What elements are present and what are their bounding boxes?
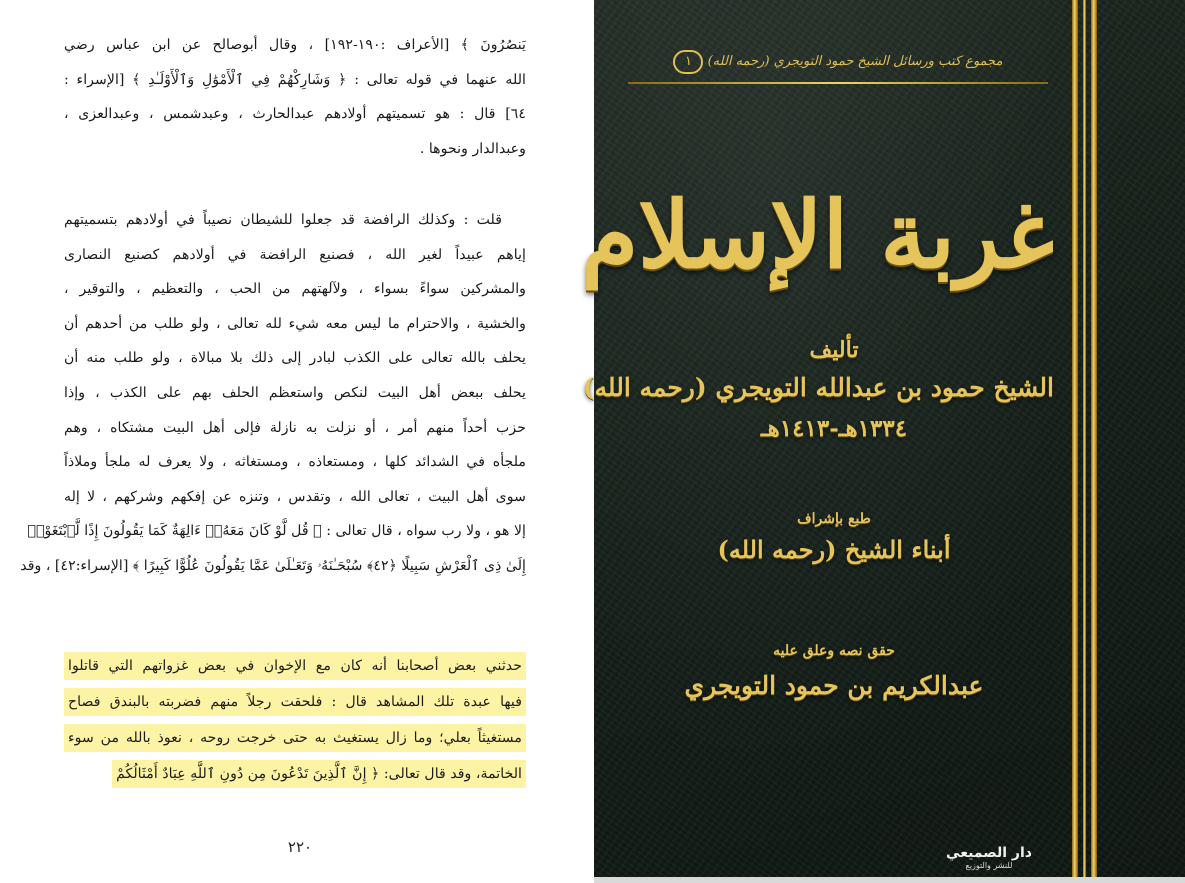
printed-under-name: أبناء الشيخ (رحمه الله) — [717, 535, 951, 564]
text-line: وعبدالدار ونحوها . — [419, 140, 526, 157]
highlighted-line — [64, 756, 526, 792]
book-cover — [581, 0, 1185, 883]
highlight-mark: فيها عبدة تلك المشاهد قال : فلحقت رجلاً منهم فضربته بالبندق فصاح — [64, 688, 526, 716]
text-line: إياهم عبيداً لغير الله ، فصنيع الرافضة في أولادهم كصنيع النصارى — [64, 246, 526, 263]
text-line: قلت : وكذلك الرافضة قد جعلوا للشيطان نصيباً في أولادهم بتسميتهم — [64, 212, 502, 228]
editor-name: عبدالكريم بن حمود التويجري — [684, 671, 984, 700]
highlighted-passage — [64, 648, 526, 792]
gold-stripe — [1091, 0, 1097, 877]
author-label: تأليف — [809, 337, 859, 363]
highlighted-line — [64, 720, 526, 756]
author-name: الشيخ حمود بن عبدالله التويجري (رحمه الله) — [582, 373, 1054, 402]
highlight-mark: مستغيثاً بعلي؛ وما زال يستغيث به حتى خرجت روحه ، نعوذ بالله من سوء — [64, 724, 526, 752]
highlighted-line — [64, 648, 526, 684]
text-line: والخشية ، والاحترام ما ليس معه شيء لله تعالى ، ولو طلب من أحدهم أن — [64, 315, 526, 332]
gold-stripe — [1083, 0, 1086, 877]
editor-label: حقق نصه وعلق عليه — [773, 643, 895, 659]
text-line: إِلَىٰ ذِى ٱلْعَرْشِ سَبِيلًا ﴿٤٢﴾ سُبْحَـٰنَهُۥ وَتَعَـٰلَىٰ عَمَّا يَقُولُونَ عُلُوًّا كَبِيرًا ﴾ [الإسراء:٤٢] ، وقد — [20, 557, 526, 574]
publisher-tagline: للنشر والتوزيع — [965, 861, 1013, 870]
series-label — [606, 50, 1066, 74]
series-number: ١ — [673, 50, 703, 74]
highlight-mark: الخاتمة، وقد قال تعالى: ﴿ إِنَّ ٱلَّذِينَ تَدْعُونَ مِن دُونِ ٱللَّهِ عِبَادٌ أَمْثَالُكُمْ — [112, 760, 526, 788]
highlighted-line — [64, 684, 526, 720]
page-number: ٢٢٠ — [287, 838, 313, 856]
text-line: سوى أهل البيت ، تعالى الله ، وتقدس ، وتنزه عن إفكهم وشركهم ، لا إله — [64, 488, 526, 505]
gold-stripe — [1072, 0, 1078, 877]
text-line: يحلف بالله تعالى على الكذب لبادر إلى ذلك بلا مبالاة ، ولو طلب منه أن — [64, 350, 526, 367]
paragraph-1 — [64, 28, 526, 166]
publisher-name: دار الصميعي — [946, 845, 1032, 861]
publisher-logo — [934, 845, 1044, 871]
highlight-mark: حدثني بعض أصحابنا أنه كان مع الإخوان في بعض غزواتهم التي قاتلوا — [64, 652, 526, 680]
series-label-text: مجموع كتب ورسائل الشيخ حمود التويجري (رحمه الله) — [707, 54, 1003, 69]
text-line: ملجأه في الشدائد كلها ، ومستعاذه ، ومستغاثه ، ولا يعرف له ملجأ وملاذاً — [64, 454, 526, 471]
cover-edge — [594, 877, 1185, 883]
text-line: ٦٤] قال : هو تسميتهم أولادهم عبدالحارث ، وعبدشمس ، وعبدالعزى ، — [64, 106, 526, 123]
gold-rule — [628, 82, 1048, 84]
text-line: إلا هو ، ولا رب سواه ، قال تعالى : ﴿ قُل لَّوْ كَانَ مَعَهُۥٓ ءَالِهَةٌ كَمَا يَقُولُونَ إِذًا لَّٱبْتَغَوْا۟ — [27, 523, 526, 540]
text-line: والمشركين سواءً بسواء ، ولآلهتهم من الحب ، والتعظيم ، والتوقير ، — [64, 281, 526, 298]
printed-under-label: طبع بإشراف — [797, 511, 871, 527]
text-line: حزب أحداً منهم أمر ، أو نزلت به نازلة فإلى أهل البيت مشتكاه ، وهم — [64, 419, 526, 436]
paragraph-2 — [20, 203, 526, 584]
author-years: ١٣٣٤هـ-١٤١٣هـ — [760, 415, 908, 442]
text-line: يَنصُرُونَ ﴾ [الأعراف :١٩٠-١٩٢] ، وقال أبوصالح عن ابن عباس رضي — [64, 37, 526, 53]
book-title: غربة الإسلام — [581, 181, 1054, 289]
text-line: الله عنهما في قوله تعالى : ﴿ وَشَارِكْهُمْ فِي ٱلْأَمْوَٰلِ وَٱلْأَوْلَـٰدِ ﴾ [الإسراء : — [64, 71, 526, 88]
text-line: يحلف ببعض أهل البيت لنكص واستعظم الحلف بهم على الكذب ، وإذا — [64, 384, 526, 401]
